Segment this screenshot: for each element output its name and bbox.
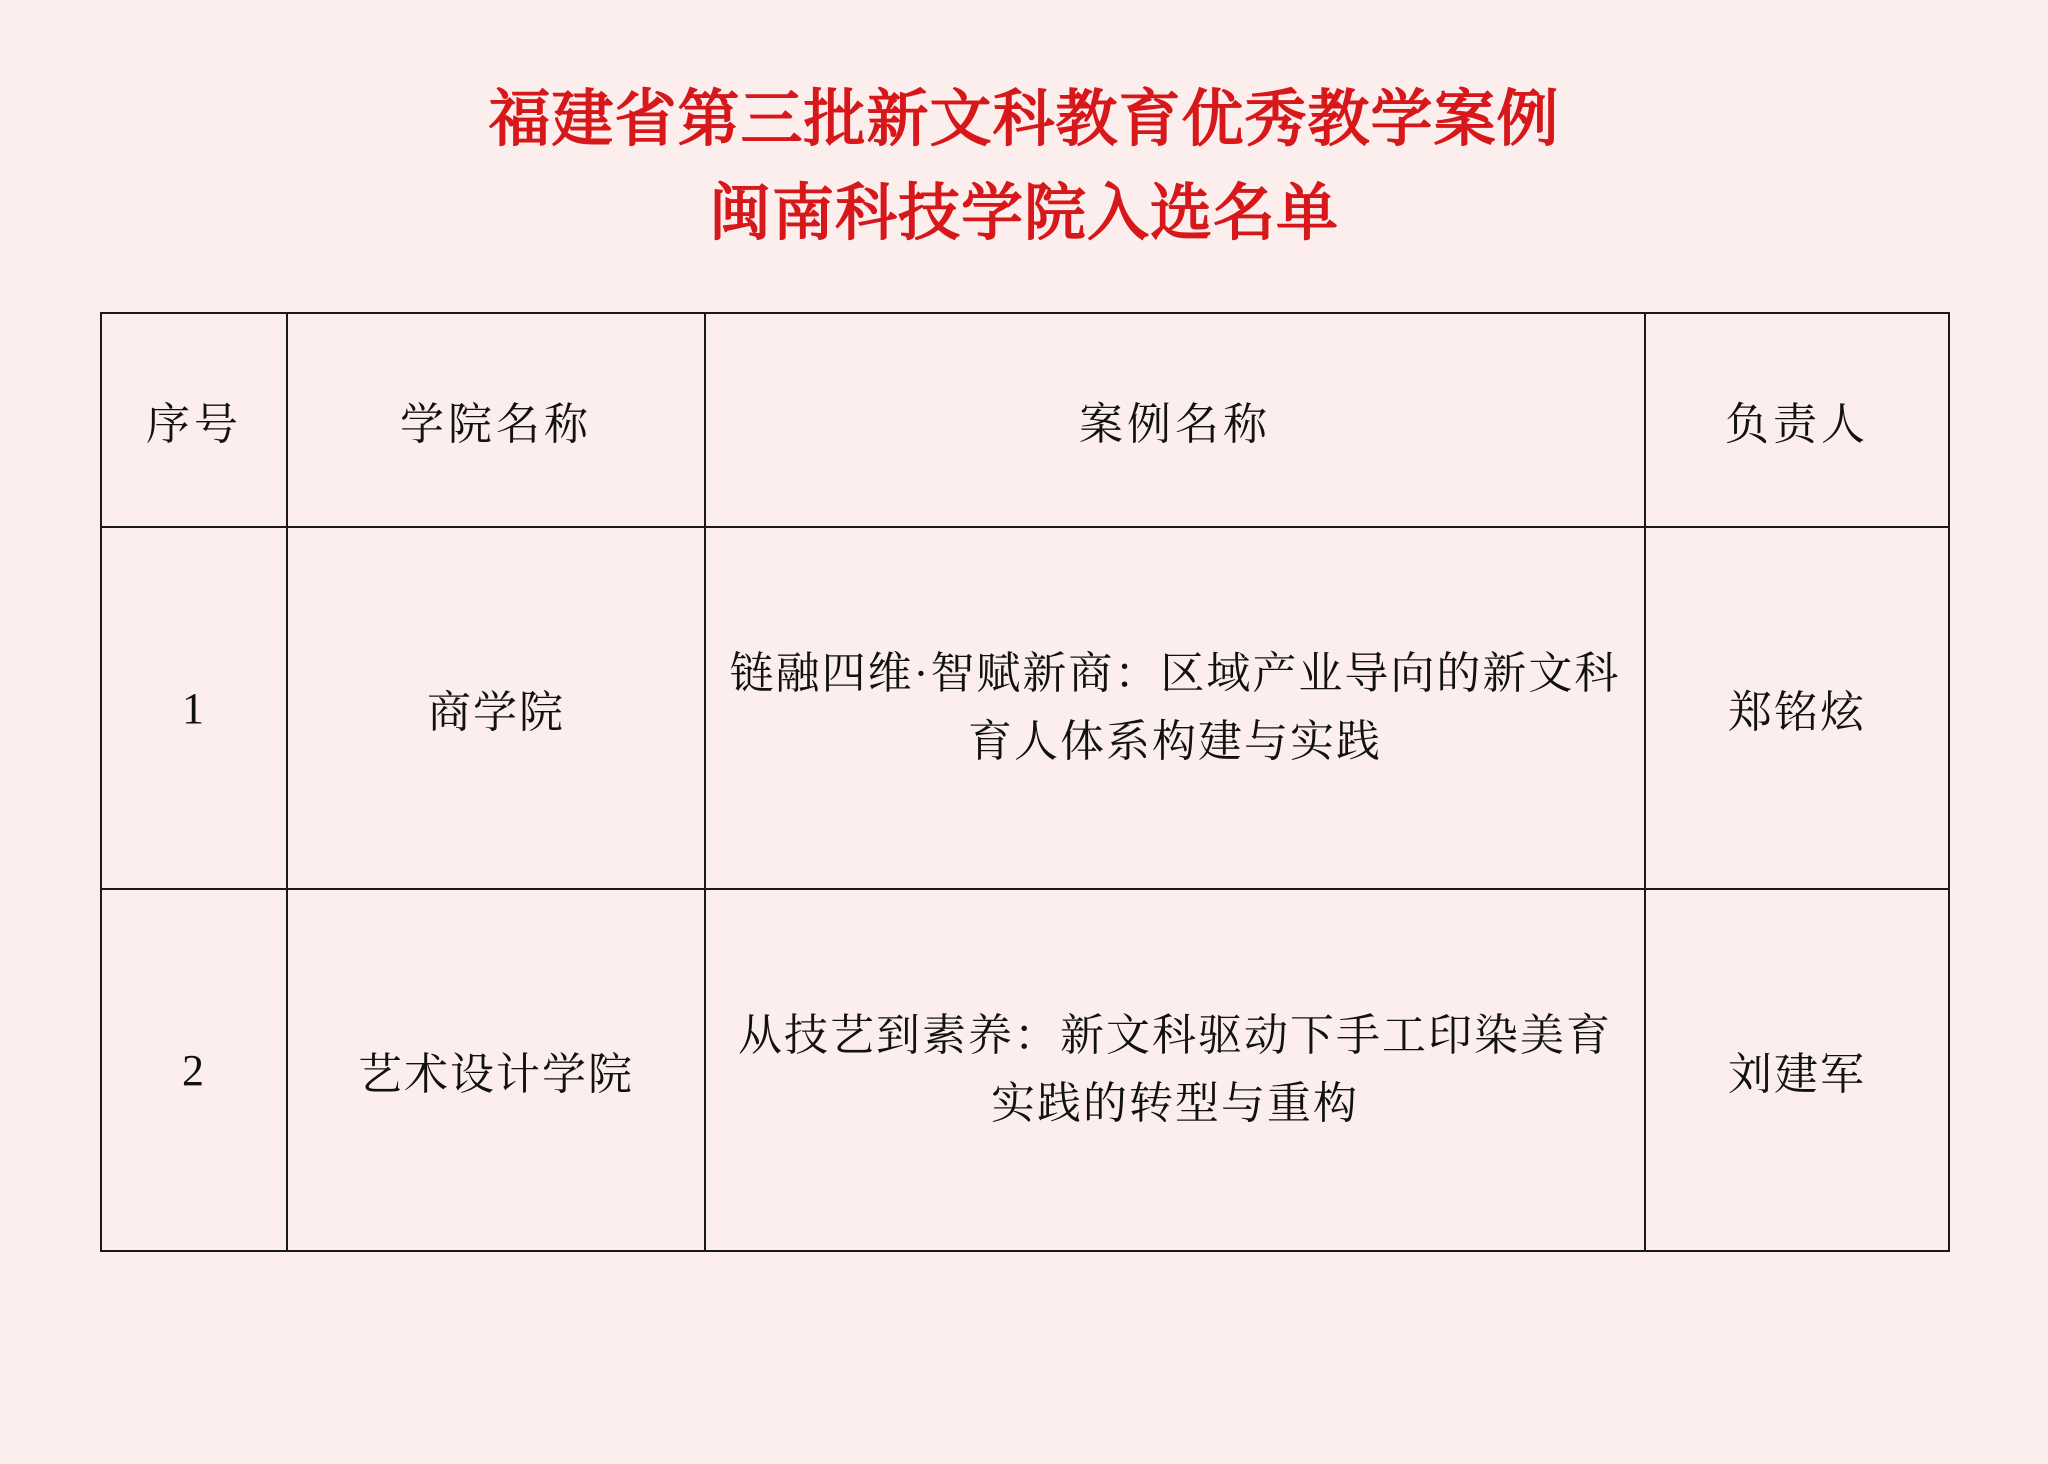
column-header-college: 学院名称 — [287, 313, 705, 527]
cell-case: 链融四维·智赋新商：区域产业导向的新文科育人体系构建与实践 — [705, 527, 1645, 889]
table-header-row — [101, 313, 1949, 527]
selected-list-table — [100, 312, 1950, 1252]
cell-owner: 郑铭炫 — [1645, 527, 1949, 889]
table-row — [101, 527, 1949, 889]
document-title — [0, 0, 2048, 260]
title-line-1: 福建省第三批新文科教育优秀教学案例 — [488, 82, 1560, 155]
cell-case: 从技艺到素养：新文科驱动下手工印染美育实践的转型与重构 — [705, 889, 1645, 1251]
column-header-owner: 负责人 — [1645, 313, 1949, 527]
column-header-index: 序号 — [101, 313, 287, 527]
cell-college: 艺术设计学院 — [287, 889, 705, 1251]
list-table-container — [100, 312, 1948, 1252]
cell-index: 2 — [101, 889, 287, 1251]
title-line-2: 闽南科技学院入选名单 — [708, 176, 1339, 250]
table-row — [101, 889, 1949, 1251]
column-header-case: 案例名称 — [705, 313, 1645, 527]
cell-owner: 刘建军 — [1645, 889, 1949, 1251]
cell-index: 1 — [101, 527, 287, 889]
cell-college: 商学院 — [287, 527, 705, 889]
